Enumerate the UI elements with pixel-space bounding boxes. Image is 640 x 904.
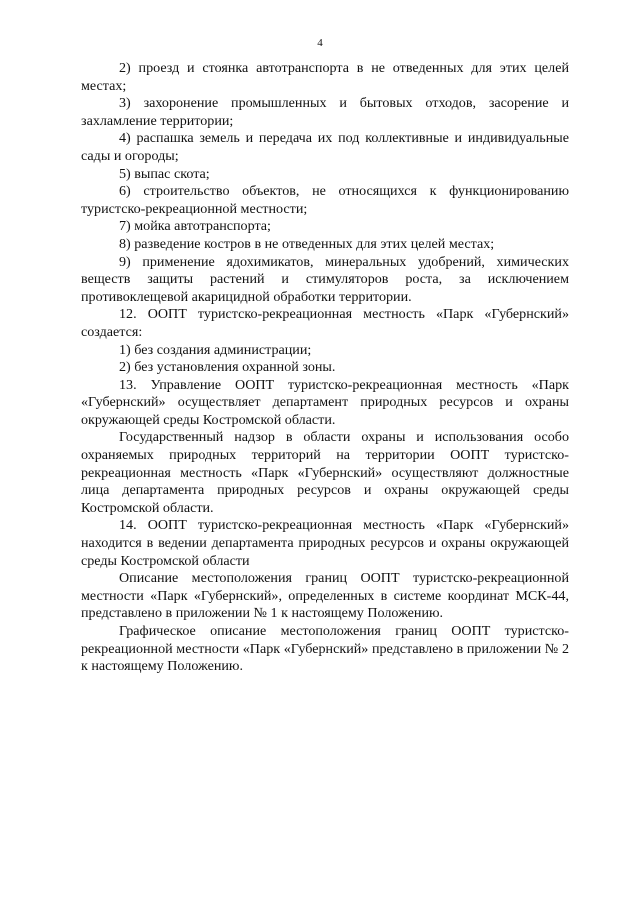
paragraph-item-8-bonfires: 8) разведение костров в не отведенных для этих целей местах; [119,235,495,252]
paragraph-section-13: 13. Управление ООПТ туристско-рекреационная местность «Парк «Губернский» осуществляет департамент природных ресурсов и охраны окружающей среды Костромской области. [81,376,569,428]
paragraph-section-12-item-2: 2) без установления охранной зоны. [119,359,336,376]
paragraph-section-12-item-1: 1) без создания администрации; [119,341,312,358]
document-body [81,60,569,676]
paragraph-boundary-description: Описание местоположения границ ООПТ туристско-рекреационной местности «Парк «Губернский», определенных в системе координат МСК-44, представлено в приложении № 1 к настоящему Положению. [81,570,569,622]
paragraph-item-3-waste-burial: 3) захоронение промышленных и бытовых отходов, засорение и захламление территории; [81,95,569,129]
paragraph-item-4-ploughing: 4) распашка земель и передача их под коллективные и индивидуальные сады и огороды; [81,130,569,164]
paragraph-item-9-chemicals: 9) применение ядохимикатов, минеральных удобрений, химических веществ защиты растений и стимуляторов роста, за исключением противоклещевой акарицидной обработки территории. [81,253,569,305]
paragraph-item-2-parking: 2) проезд и стоянка автотранспорта в не отведенных для этих целей местах; [81,60,569,94]
paragraph-item-5-grazing: 5) выпас скота; [119,165,210,182]
paragraph-state-supervision: Государственный надзор в области охраны и использования особо охраняемых природных территорий на территории ООПТ туристско-рекреационная местность «Парк «Губернский» осуществляют должностные лица департамента природных ресурсов и охраны окружающей среды Костромской области. [81,429,569,516]
paragraph-item-7-car-wash: 7) мойка автотранспорта; [119,218,271,235]
paragraph-section-12: 12. ООПТ туристско-рекреационная местность «Парк «Губернский» создается: [81,306,569,340]
paragraph-section-14: 14. ООПТ туристско-рекреационная местность «Парк «Губернский» находится в ведении департамента природных ресурсов и охраны окружающей среды Костромской области [81,517,569,569]
paragraph-item-6-construction: 6) строительство объектов, не относящихся к функционированию туристско-рекреационной местности; [81,183,569,217]
paragraph-graphic-description: Графическое описание местоположения границ ООПТ туристско-рекреационной местности «Парк «Губернский» представлено в приложении № 2 к настоящему Положению. [81,623,569,675]
page-number: 4 [317,37,323,49]
